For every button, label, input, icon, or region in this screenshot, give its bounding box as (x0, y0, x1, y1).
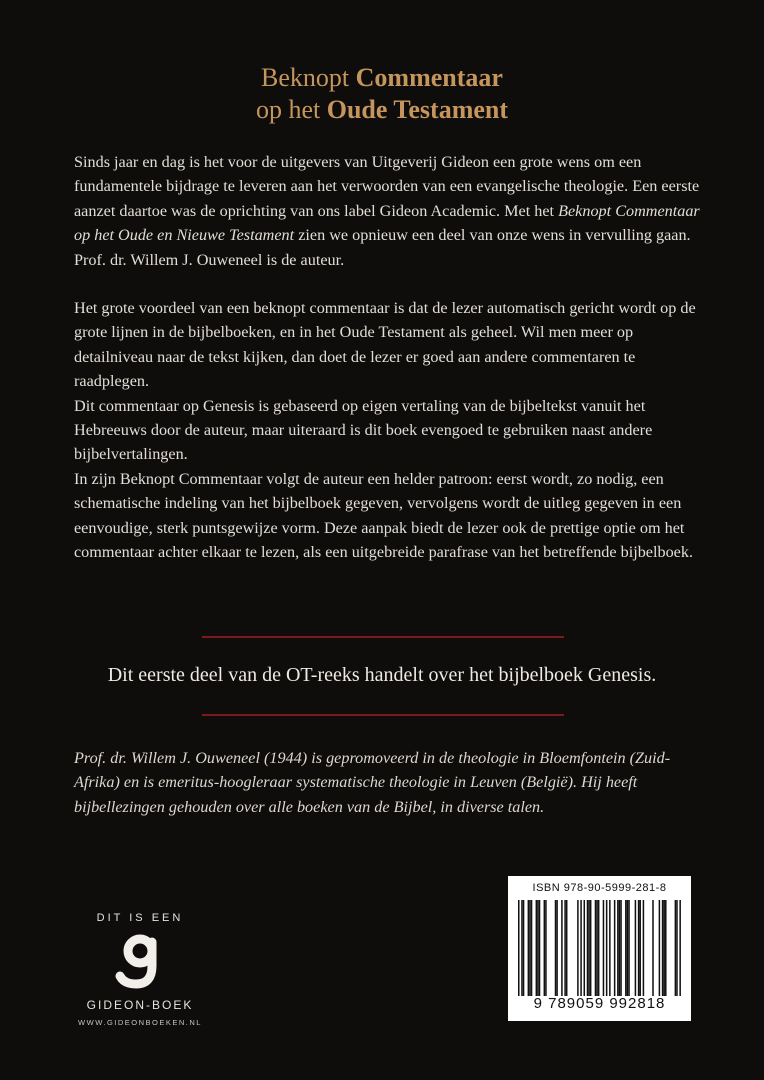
barcode-bar (619, 900, 621, 996)
barcode-bar (556, 900, 558, 996)
author-bio: Prof. dr. Willem J. Ouweneel (1944) is gepromoveerd in de theologie in Bloemfontein (Zuid-Afrika) en is emeritus-hoogleraar systematische theologie in Leuven (België). Hij heeft bijbellezingen gehouden over alle boeken van de Bijbel, in diverse talen. (74, 749, 671, 816)
barcode-bar (596, 900, 598, 996)
publisher-name: GIDEON-BOEK (86, 998, 194, 1012)
blurb-paragraph-3: Dit commentaar op Genesis is gebaseerd op eigen vertaling van de bijbeltekst vanuit het Hebreeuws door de auteur, maar uiteraard is dit boek evengoed te gebruiken naast andere bijbelvertalingen. (74, 396, 653, 464)
blurb-paragraph-2: Het grote voordeel van een beknopt commentaar is dat de lezer automatisch gericht wordt op de grote lijnen in de bijbelboeken, en in het Oude Testament als geheel. Wil men meer op detailniveau naar de tekst kijken, dan doet de lezer er goed aan andere commentaren te raadplegen. (74, 299, 696, 391)
barcode-bar (628, 900, 630, 996)
barcode-bar (536, 900, 538, 996)
barcode-bar (561, 900, 563, 996)
blurb-paragraph-1 (74, 150, 700, 272)
barcode-bar (635, 900, 637, 996)
barcode-bar (620, 900, 622, 996)
title-line-2 (0, 94, 764, 126)
barcode-bar (564, 900, 566, 996)
publisher-tagline: DIT IS EEN (96, 912, 184, 924)
barcode-bar (603, 900, 605, 996)
barcode-bar (675, 900, 677, 996)
divider-bottom (202, 714, 564, 716)
blurb-p1-text-b: zien we opnieuw een deel van onze wens in vervulling gaan. Prof. dr. Willem J. Ouweneel is de auteur. (74, 226, 691, 269)
barcode-bar (617, 900, 619, 996)
publisher-url: WWW.GIDEONBOEKEN.NL (78, 1018, 202, 1027)
barcode-bar (537, 900, 539, 996)
title-line-1 (0, 62, 764, 94)
barcode-bar (639, 900, 641, 996)
divider-top (202, 636, 564, 638)
blurb-paragraph-4: In zijn Beknopt Commentaar volgt de auteur een helder patroon: eerst wordt, zo nodig, een schematische indeling van het bijbelboek gegeven, vervolgens wordt de uitleg gegeven in een eenvoudige, sterk puntsgewijze vorm. Deze aanpak biedt de lezer ook de prettige optie om het commentaar achter elkaar te lezen, als een uitgebreide parafrase van het betreffende bijbelboek. (74, 469, 693, 562)
barcode-bar (643, 900, 645, 996)
series-statement: Dit eerste deel van de OT-reeks handelt over het bijbelboek Genesis. (107, 664, 657, 686)
blurb-p1-text-a: Sinds jaar en dag is het voor de uitgevers van Uitgeverij Gideon een grote wens om een fundamentele bijdrage te leveren aan het verwoorden van een evangelische theologie. Een eerste aanzet daartoe was de oprichting van ons label Gideon Academic. Met het (74, 153, 700, 220)
barcode-bar (665, 900, 667, 996)
barcode-bar (588, 900, 590, 996)
barcode-bar (521, 900, 523, 996)
barcode-bar (555, 900, 557, 996)
barcode-bar (595, 900, 597, 996)
barcode-bar (662, 900, 664, 996)
title-line-2-bold: Oude Testament (326, 95, 509, 124)
barcode-bar (566, 900, 568, 996)
barcode-bar (652, 900, 654, 996)
blurb-p1-italic: Beknopt Commentaar op het Oude en Nieuwe Testament (74, 201, 700, 245)
barcode-bar (663, 900, 665, 996)
barcode-bar (531, 900, 533, 996)
barcode-bar (659, 900, 661, 996)
barcode-bar (627, 900, 629, 996)
ean-digits: 9 789059 992818 (533, 995, 666, 1012)
barcode-bar (679, 900, 681, 996)
paragraph-gap (74, 272, 700, 296)
barcode-bars (518, 900, 681, 996)
barcode-bar (528, 900, 530, 996)
barcode-bar (529, 900, 531, 996)
title-line-2-plain: op het (255, 95, 327, 124)
barcode-bar (598, 900, 600, 996)
isbn-label: ISBN 978-90-5999-281-8 (532, 882, 667, 894)
barcode-bar (638, 900, 640, 996)
barcode-bar (609, 900, 611, 996)
barcode-bar (590, 900, 592, 996)
title-line-1-plain: Beknopt (261, 63, 356, 92)
barcode-bar (545, 900, 547, 996)
barcode-bar (676, 900, 678, 996)
barcode-bar (518, 900, 520, 996)
barcode-bar (614, 900, 616, 996)
barcode-bar (625, 900, 627, 996)
barcode-bar (544, 900, 546, 996)
barcode-bar (580, 900, 582, 996)
barcode-bar (523, 900, 525, 996)
barcode-bar (577, 900, 579, 996)
blurb (74, 150, 700, 565)
book-title (0, 62, 764, 126)
barcode-bar (539, 900, 541, 996)
gideon-g-logo-icon (115, 934, 165, 990)
barcode-bar (587, 900, 589, 996)
publisher-block (70, 912, 210, 1027)
barcode-bar (606, 900, 608, 996)
barcode-bar (584, 900, 586, 996)
title-line-1-bold: Commentaar (355, 63, 503, 92)
barcode (508, 876, 691, 1021)
